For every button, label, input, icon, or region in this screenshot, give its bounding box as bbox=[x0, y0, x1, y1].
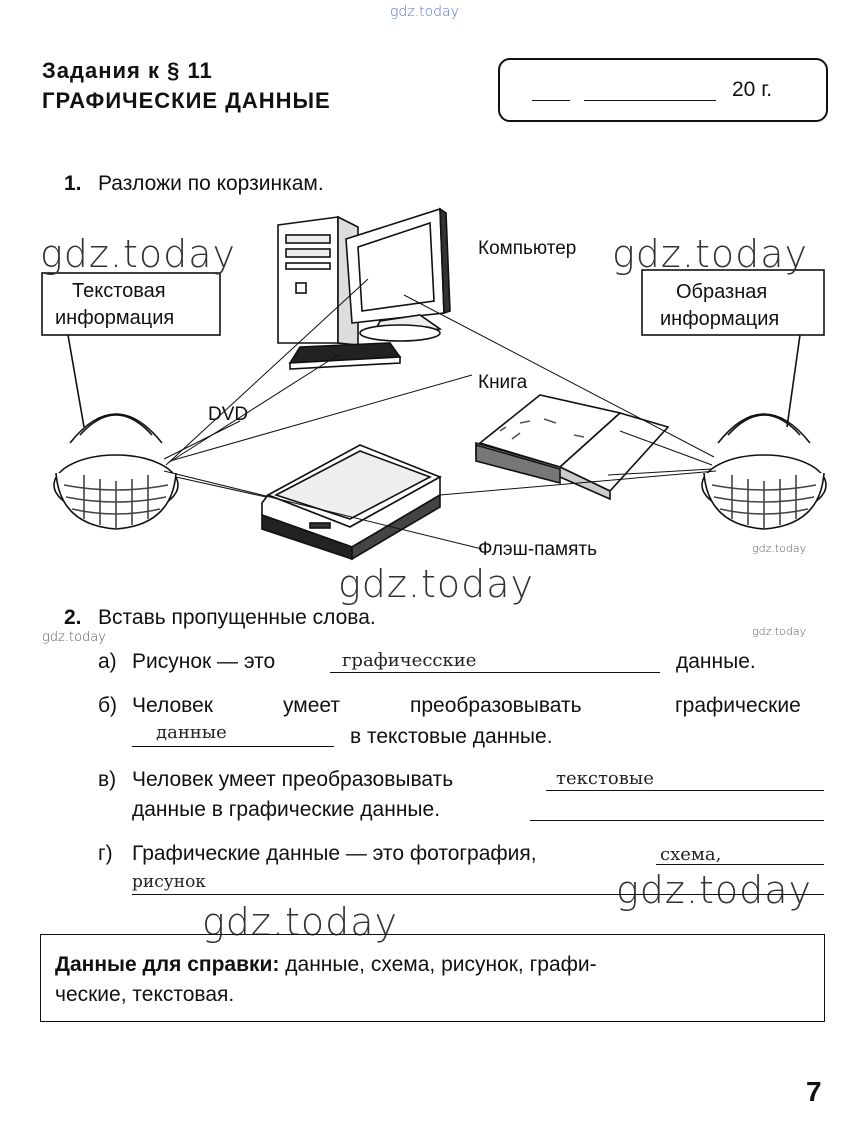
line-computer-text bbox=[166, 279, 368, 465]
task1-number: 1. bbox=[64, 172, 82, 195]
date-month-line bbox=[584, 100, 716, 101]
watermark: gdz.today bbox=[752, 625, 807, 638]
task2a-answer: графичесские bbox=[342, 650, 477, 671]
box-text-info-line2: информация bbox=[55, 307, 175, 329]
watermark: gdz.today bbox=[202, 900, 398, 944]
task2b-answer-line bbox=[132, 746, 334, 747]
task2a-after: данные. bbox=[676, 650, 756, 673]
task1-text: Разложи по корзинкам. bbox=[98, 172, 324, 195]
task2b-word1: Человек bbox=[132, 694, 213, 717]
basket-right-icon bbox=[702, 414, 826, 529]
line-keyboard-text bbox=[168, 355, 338, 463]
task2-number: 2. bbox=[64, 606, 82, 629]
label-flash: Флэш-память bbox=[478, 539, 597, 560]
section-subtitle: ГРАФИЧЕСКИЕ ДАННЫЕ bbox=[42, 88, 331, 113]
watermark: gdz.today bbox=[752, 542, 807, 555]
task2b-word4: графические bbox=[675, 694, 801, 717]
label-book: Книга bbox=[478, 372, 528, 393]
reference-text1: данные, схема, рисунок, графи- bbox=[285, 953, 597, 976]
box-text-info-line1: Текстовая bbox=[72, 280, 166, 302]
task2d-letter: г) bbox=[98, 842, 113, 865]
task2a-letter: а) bbox=[98, 650, 117, 673]
task2a-before: Рисунок — это bbox=[132, 650, 276, 673]
label-dvd: DVD bbox=[208, 404, 249, 425]
task2d-answer-line2 bbox=[132, 894, 824, 895]
label-computer: Компьютер bbox=[478, 238, 577, 259]
page-number: 7 bbox=[806, 1076, 822, 1107]
basket-left-icon bbox=[54, 414, 178, 529]
task2d-answer1: схема, bbox=[660, 844, 722, 865]
reference-box bbox=[40, 934, 825, 1022]
date-year: 20 г. bbox=[732, 78, 773, 101]
line-scanner-text bbox=[176, 477, 266, 497]
watermark: gdz.today bbox=[42, 630, 106, 645]
box-image-info-line1: Образная bbox=[676, 281, 768, 303]
task2-text: Вставь пропущенные слова. bbox=[98, 606, 376, 629]
date-day-line bbox=[532, 100, 570, 101]
task2b-word3: преобразовывать bbox=[410, 694, 582, 717]
task2d-before: Графические данные — это фотография, bbox=[132, 842, 537, 865]
task2c-after: данные в графические данные. bbox=[132, 798, 441, 821]
task2a-answer-line bbox=[330, 672, 660, 673]
task2c-answer: текстовые bbox=[556, 768, 654, 789]
task2b-letter: б) bbox=[98, 694, 118, 717]
task2d-answer2: рисунок bbox=[132, 872, 206, 892]
box-image-info-line2: информация bbox=[660, 308, 780, 330]
watermark: gdz.today bbox=[338, 562, 534, 606]
task2c-answer-line bbox=[546, 790, 824, 791]
watermark: gdz.today bbox=[612, 232, 808, 276]
task2c-letter: в) bbox=[98, 768, 117, 791]
reference-label: Данные для справки: bbox=[55, 953, 280, 976]
watermark: gdz.today bbox=[616, 868, 812, 912]
task2b-word2: умеет bbox=[283, 694, 340, 717]
reference-text2: ческие, текстовая. bbox=[55, 983, 235, 1006]
watermark: gdz.today bbox=[390, 4, 459, 20]
reference-line1 bbox=[55, 953, 597, 977]
task2c-extra-line bbox=[530, 820, 824, 821]
task2b-after: в текстовые данные. bbox=[350, 725, 553, 748]
task2b-answer: данные bbox=[156, 722, 227, 743]
date-box bbox=[498, 58, 828, 122]
task2c-before: Человек умеет преобразовывать bbox=[132, 768, 454, 791]
computer-icon bbox=[278, 209, 450, 369]
line-dvd-text bbox=[164, 421, 240, 459]
section-title: Задания к § 11 bbox=[42, 58, 213, 83]
watermark: gdz.today bbox=[40, 232, 236, 276]
